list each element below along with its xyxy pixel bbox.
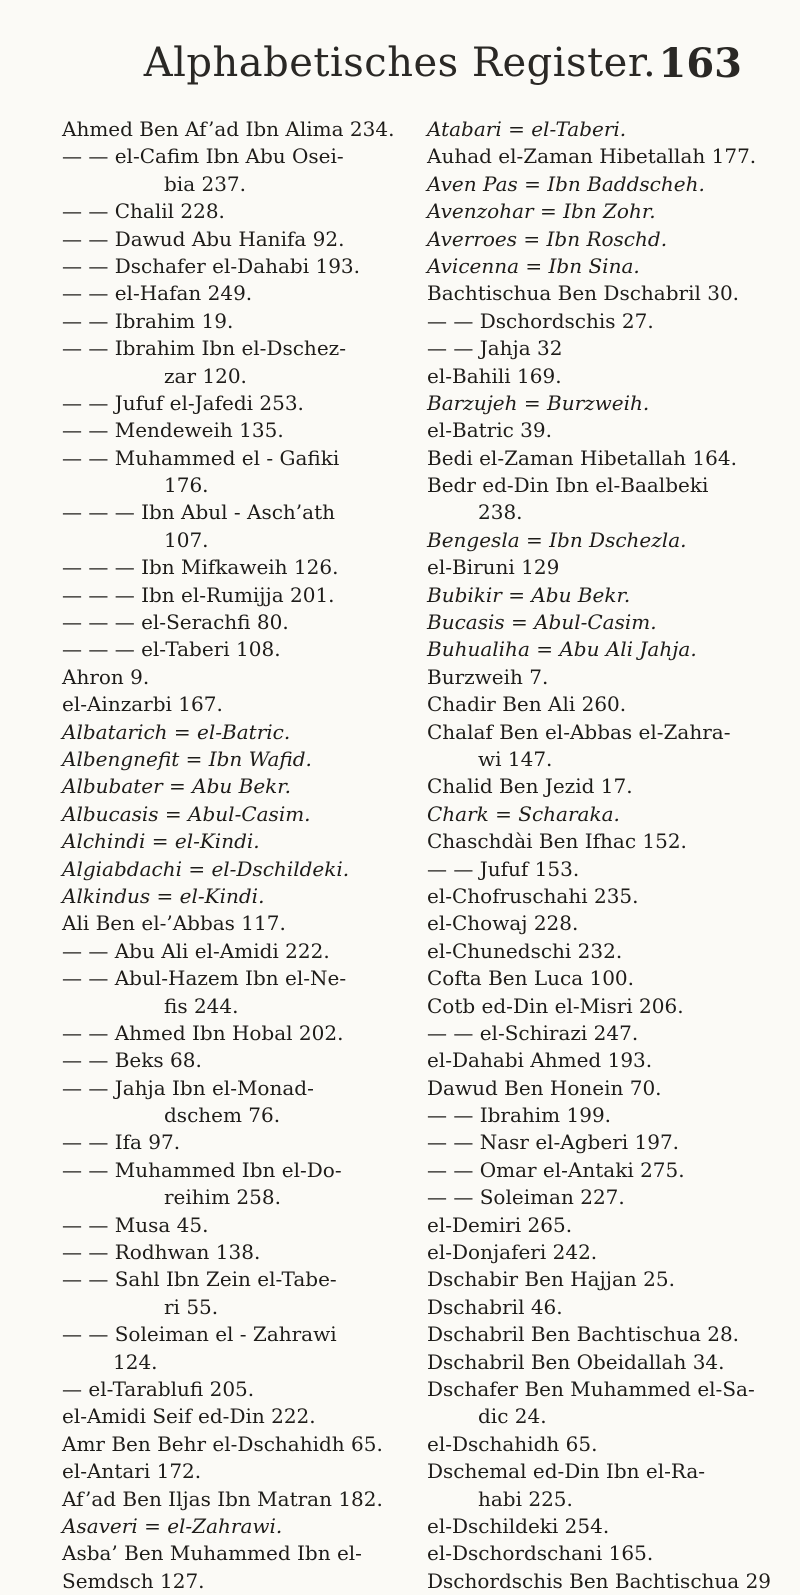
register-entry: — — Jufuf 153. [427,856,580,881]
register-entry: el-Demiri 265. [427,1212,573,1237]
register-entry: Chaschdài Ben Ifhac 152. [427,829,687,854]
register-entry: Bachtischua Ben Dschabril 30. [427,281,740,306]
register-entry: Ahron 9. [62,664,150,689]
register-entry: — — Rodhwan 138. [62,1240,261,1265]
register-entry: — — Soleiman 227. [427,1185,625,1210]
register-entry: Dschemal ed-Din Ibn el-Ra- [427,1459,706,1484]
register-entry: Auhad el-Zaman Hibetallah 177. [427,144,757,169]
register-entry: Bedr ed-Din Ibn el-Baalbeki [427,473,709,498]
register-entry: ri 55. [164,1294,219,1319]
register-entry: el-Biruni 129 [427,555,560,580]
page-number: 163 [658,40,742,87]
register-entry: — — Soleiman el - Zahrawi [62,1322,337,1347]
register-entry: Algiabdachi = el-Dschildeki. [62,856,350,881]
register-entry: fis 244. [164,993,239,1018]
register-entry: Chalaf Ben el-Abbas el-Zahra- [427,719,731,744]
register-entry: wi 147. [478,746,553,771]
register-entry: Dschafer Ben Muhammed el-Sa- [427,1376,755,1401]
register-entry: — — Ibrahim Ibn el-Dschez- [62,336,346,361]
register-entry: Dawud Ben Honein 70. [427,1075,662,1100]
register-entry: Asaveri = el-Zahrawi. [62,1513,283,1538]
page-header [0,40,800,100]
register-entry: — — — el-Serachfi 80. [62,610,289,635]
register-entry: Avicenna = Ibn Sina. [427,253,640,278]
register-entry: Dschabril Ben Obeidallah 34. [427,1349,725,1374]
register-entry: 238. [478,500,523,525]
register-entry: Chark = Scharaka. [427,801,620,826]
register-entry: el-Ainzarbi 167. [62,692,223,717]
register-entry: Atabari = el-Taberi. [427,117,627,141]
register-entry: Barzujeh = Burzweih. [427,390,650,415]
register-column-right [427,116,772,1595]
register-entry: — el-Tarablufi 205. [62,1376,255,1401]
register-entry: bia 237. [164,171,247,196]
register-entry: — — Muhammed el - Gafiki [62,445,340,470]
register-entry: Af’ad Ben Iljas Ibn Matran 182. [62,1486,383,1511]
register-entry: el-Chowaj 228. [427,911,579,936]
register-entry: — — Ahmed Ibn Hobal 202. [62,1020,344,1045]
register-column-left [62,116,395,1595]
register-entry: — — Chalil 228. [62,199,225,224]
register-entry: zar 120. [164,363,247,388]
register-entry: Chadir Ben Ali 260. [427,692,627,717]
register-entry: — — el-Schirazi 247. [427,1020,639,1045]
register-entry: — — Mendeweih 135. [62,418,284,443]
register-entry: — — — el-Taberi 108. [62,637,281,662]
register-entry: — — Abu Ali el-Amidi 222. [62,938,330,963]
register-entry: el-Dschildeki 254. [427,1513,610,1538]
register-entry: Alchindi = el-Kindi. [62,829,260,854]
register-entry: — — el-Cafim Ibn Abu Osei- [62,144,344,169]
register-entry: dschem 76. [164,1103,281,1128]
register-entry: Averroes = Ibn Roschd. [427,226,668,251]
register-entry: el-Dschahidh 65. [427,1431,598,1456]
register-entry: — — — Ibn el-Rumijja 201. [62,582,335,607]
register-entry: Cotb ed-Din el-Misri 206. [427,993,684,1018]
register-entry: el-Dschordschani 165. [427,1541,654,1566]
register-entry: — — Beks 68. [62,1048,202,1073]
register-entry: reihim 258. [164,1185,281,1210]
register-entry: Amr Ben Behr el-Dschahidh 65. [62,1431,383,1456]
register-entry: Albengnefit = Ibn Wafid. [62,746,312,771]
register-entry: — — Dschafer el-Dahabi 193. [62,253,361,278]
register-entry: — — Jufuf el-Jafedi 253. [62,390,304,415]
register-entry: el-Amidi Seif ed-Din 222. [62,1404,316,1429]
register-entry: Avenzohar = Ibn Zohr. [427,199,656,224]
register-entry: Aven Pas = Ibn Baddscheh. [427,171,705,196]
register-entry: — — Jahja Ibn el-Monad- [62,1075,314,1100]
register-entry: — — Musa 45. [62,1212,209,1237]
register-entry: — — el-Hafan 249. [62,281,253,306]
register-entry: Asba’ Ben Muhammed Ibn el- [62,1541,362,1566]
register-entry: Ahmed Ben Af’ad Ibn Alima 234. [62,117,395,141]
register-entry: el-Chunedschi 232. [427,938,623,963]
register-entry: — — Nasr el-Agberi 197. [427,1130,680,1155]
register-entry: el-Bahili 169. [427,363,562,388]
register-entry: el-Chofruschahi 235. [427,883,639,908]
register-entry: Albubater = Abu Bekr. [62,774,292,799]
register-entry: el-Antari 172. [62,1459,202,1484]
register-entry: Albucasis = Abul-Casim. [62,801,311,826]
register-entry: Burzweih 7. [427,664,549,689]
register-entry: Semdsch 127. [62,1568,205,1593]
register-entry: Bengesla = Ibn Dschezla. [427,527,687,552]
register-entry: — — Omar el-Antaki 275. [427,1157,685,1182]
register-entry: Dschabir Ben Hajjan 25. [427,1267,675,1292]
register-entry: — — Dschordschis 27. [427,308,654,333]
register-entry: — — — Ibn Mifkaweih 126. [62,555,339,580]
register-entry: 176. [164,473,209,498]
register-entry: Buhualiha = Abu Ali Jahja. [427,637,697,662]
register-entry: dic 24. [478,1404,547,1429]
register-entry: Cofta Ben Luca 100. [427,966,635,991]
register-entry: Bucasis = Abul-Casim. [427,610,657,635]
register-entry: 107. [164,527,209,552]
register-entry: Chalid Ben Jezid 17. [427,774,633,799]
register-entry: Bedi el-Zaman Hibetallah 164. [427,445,737,470]
register-entry: el-Dahabi Ahmed 193. [427,1048,653,1073]
register-entry: — — Ifa 97. [62,1130,181,1155]
page-title: Alphabetisches Register. [143,40,657,86]
register-entry: el-Donjaferi 242. [427,1240,598,1265]
register-entry: 124. [113,1349,158,1374]
register-entry: el-Batric 39. [427,418,552,443]
register-entry: Alkindus = el-Kindi. [62,883,265,908]
register-entry: Dschabril 46. [427,1294,563,1319]
register-entry: Albatarich = el-Batric. [62,719,291,744]
register-entry: — — Jahja 32 [427,336,563,361]
register-entry: Bubikir = Abu Bekr. [427,582,631,607]
register-entry: Ali Ben el-’Abbas 117. [62,911,286,936]
register-entry: — — Sahl Ibn Zein el-Tabe- [62,1267,337,1292]
register-entry: Dschabril Ben Bachtischua 28. [427,1322,740,1347]
register-entry: Dschordschis Ben Bachtischua 29 [427,1568,772,1593]
register-entry: — — Ibrahim 199. [427,1103,612,1128]
register-entry: — — — Ibn Abul - Asch’ath [62,500,335,525]
register-entry: — — Dawud Abu Hanifa 92. [62,226,345,251]
register-entry: — — Ibrahim 19. [62,308,234,333]
register-entry: — — Abul-Hazem Ibn el-Ne- [62,966,347,991]
register-entry: habi 225. [478,1486,573,1511]
register-entry: — — Muhammed Ibn el-Do- [62,1157,342,1182]
